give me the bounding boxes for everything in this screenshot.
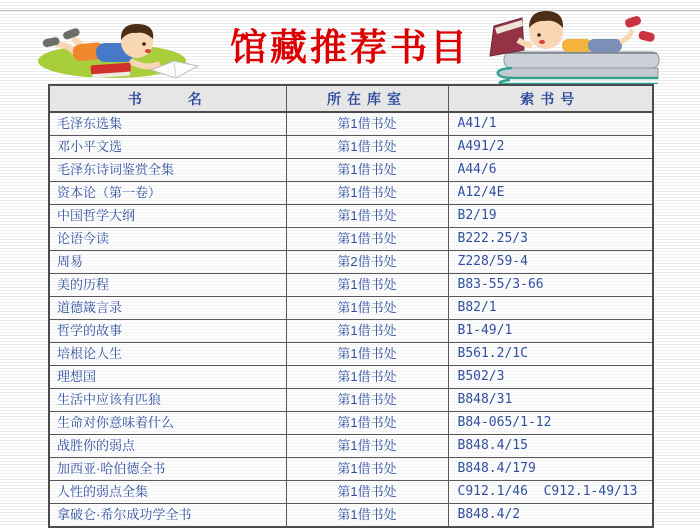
room-cell: 第1借书处 <box>286 458 448 481</box>
call-number-cell: B2/19 <box>448 205 653 228</box>
table-row <box>49 136 653 159</box>
table-row <box>49 435 653 458</box>
book-name-cell: 周易 <box>49 251 286 274</box>
call-number-cell: C912.1/46 C912.1-49/13 <box>448 481 653 504</box>
call-number-cell: A41/1 <box>448 112 653 136</box>
book-name-cell: 拿破仑·希尔成功学全书 <box>49 504 286 528</box>
table-row <box>49 481 653 504</box>
room-cell: 第1借书处 <box>286 389 448 412</box>
call-number-cell: A12/4E <box>448 182 653 205</box>
room-cell: 第1借书处 <box>286 228 448 251</box>
table-row <box>49 389 653 412</box>
call-number-cell: B1-49/1 <box>448 320 653 343</box>
table-row <box>49 412 653 435</box>
book-name-cell: 加西亚·哈伯德全书 <box>49 458 286 481</box>
book-name-cell: 生命对你意味着什么 <box>49 412 286 435</box>
call-number-cell: B222.25/3 <box>448 228 653 251</box>
table-row <box>49 112 653 136</box>
book-name-cell: 哲学的故事 <box>49 320 286 343</box>
room-cell: 第1借书处 <box>286 504 448 528</box>
table-row <box>49 458 653 481</box>
room-cell: 第1借书处 <box>286 481 448 504</box>
call-number-cell: Z228/59-4 <box>448 251 653 274</box>
table-row <box>49 159 653 182</box>
book-name-cell: 道德箴言录 <box>49 297 286 320</box>
book-name-cell: 培根论人生 <box>49 343 286 366</box>
book-name-cell: 毛泽东诗词鉴赏全集 <box>49 159 286 182</box>
column-header-book-name: 书 名 <box>49 85 286 112</box>
column-header-location: 所在库室 <box>286 85 448 112</box>
book-name-cell: 中国哲学大纲 <box>49 205 286 228</box>
book-name-cell: 理想国 <box>49 366 286 389</box>
table-row <box>49 504 653 528</box>
room-cell: 第1借书处 <box>286 136 448 159</box>
table-row <box>49 205 653 228</box>
table-row <box>49 297 653 320</box>
room-cell: 第1借书处 <box>286 435 448 458</box>
call-number-cell: B848.4/15 <box>448 435 653 458</box>
table-row <box>49 343 653 366</box>
book-name-cell: 生活中应该有匹狼 <box>49 389 286 412</box>
book-name-cell: 资本论（第一卷） <box>49 182 286 205</box>
call-number-cell: B848.4/2 <box>448 504 653 528</box>
room-cell: 第1借书处 <box>286 343 448 366</box>
table-row <box>49 228 653 251</box>
room-cell: 第1借书处 <box>286 182 448 205</box>
call-number-cell: B83-55/3-66 <box>448 274 653 297</box>
table-row <box>49 320 653 343</box>
column-header-call-number: 索书号 <box>448 85 653 112</box>
room-cell: 第1借书处 <box>286 412 448 435</box>
table-row <box>49 366 653 389</box>
book-table <box>48 84 654 528</box>
book-name-cell: 人性的弱点全集 <box>49 481 286 504</box>
book-name-cell: 论语今读 <box>49 228 286 251</box>
call-number-cell: B561.2/1C <box>448 343 653 366</box>
call-number-cell: B84-065/1-12 <box>448 412 653 435</box>
call-number-cell: B848.4/179 <box>448 458 653 481</box>
book-name-cell: 美的历程 <box>49 274 286 297</box>
room-cell: 第1借书处 <box>286 205 448 228</box>
book-name-cell: 邓小平文选 <box>49 136 286 159</box>
room-cell: 第1借书处 <box>286 366 448 389</box>
room-cell: 第1借书处 <box>286 320 448 343</box>
book-name-cell: 战胜你的弱点 <box>49 435 286 458</box>
call-number-cell: B848/31 <box>448 389 653 412</box>
call-number-cell: A491/2 <box>448 136 653 159</box>
child-reading-on-books-illustration <box>484 4 674 84</box>
call-number-cell: B502/3 <box>448 366 653 389</box>
table-row <box>49 274 653 297</box>
table-header-row <box>49 85 653 112</box>
page-title: 馆藏推荐书目 <box>230 28 470 69</box>
table-row <box>49 182 653 205</box>
room-cell: 第1借书处 <box>286 274 448 297</box>
room-cell: 第1借书处 <box>286 112 448 136</box>
room-cell: 第1借书处 <box>286 159 448 182</box>
call-number-cell: B82/1 <box>448 297 653 320</box>
book-name-cell: 毛泽东选集 <box>49 112 286 136</box>
room-cell: 第2借书处 <box>286 251 448 274</box>
table-row <box>49 251 653 274</box>
room-cell: 第1借书处 <box>286 297 448 320</box>
call-number-cell: A44/6 <box>448 159 653 182</box>
